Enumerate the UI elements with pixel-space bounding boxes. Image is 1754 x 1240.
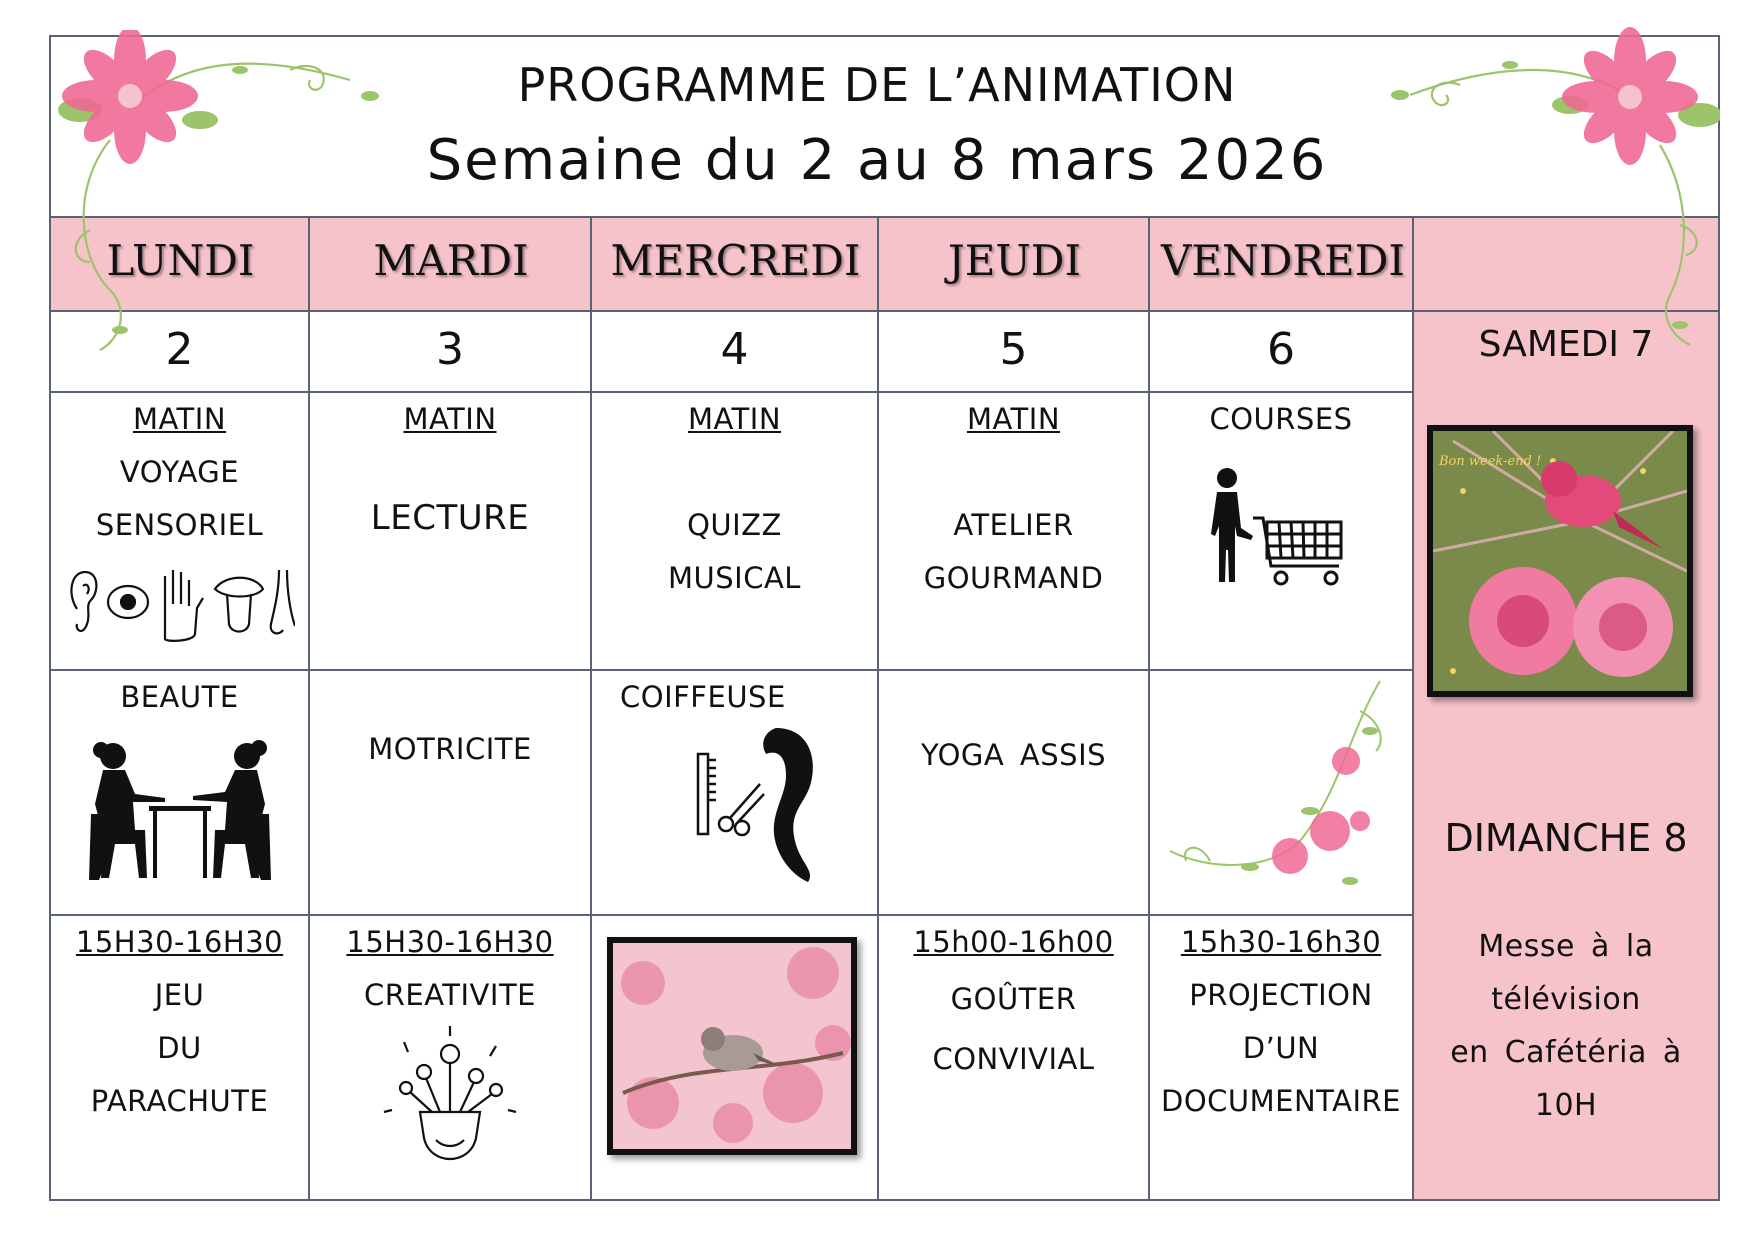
matin-label: MATIN (132, 402, 227, 436)
activity-line: D’UN (1242, 1031, 1320, 1065)
afternoon-mardi (310, 916, 590, 1199)
date-vendredi: 6 (1267, 324, 1295, 375)
messe-line: télévision (1491, 982, 1641, 1017)
date-lundi: 2 (165, 324, 194, 375)
day-header-lundi: LUNDI (51, 218, 310, 310)
activity-line: MOTRICITE (368, 732, 532, 766)
messe-info (1414, 920, 1718, 1150)
activity-line: CREATIVITE (363, 978, 536, 1012)
scissors-icon (719, 817, 733, 831)
morning-vendredi (1150, 393, 1412, 669)
midday-mercredi (592, 671, 877, 914)
midday-mardi (310, 671, 590, 914)
morning-lundi (51, 393, 308, 669)
bird-blossom-photo (607, 937, 857, 1155)
midday-vendredi-decor (1150, 671, 1412, 914)
pink-bird-roses-icon (1433, 431, 1687, 691)
day-header-vendredi: VENDREDI (1150, 218, 1416, 310)
activity-line: VOYAGE (119, 455, 240, 489)
afternoon-vendredi (1150, 916, 1412, 1199)
activity-line: BEAUTE (120, 680, 239, 714)
matin-label: MATIN (403, 402, 497, 436)
activity-line: CONVIVIAL (932, 1042, 1095, 1076)
activity-line: GOÛTER (950, 982, 1077, 1016)
bird-roses-photo (1427, 425, 1693, 697)
midday-jeudi (879, 671, 1148, 914)
bon-weekend-text: Bon week-end ! (1439, 454, 1542, 469)
time-slot: 15H30-16H30 (75, 925, 284, 959)
afternoon-jeudi (879, 916, 1148, 1199)
senses-icons (65, 564, 295, 644)
activity-line: ATELIER (953, 508, 1074, 542)
time-slot: 15h30-16h30 (1180, 925, 1382, 959)
activity-line: DU (157, 1031, 202, 1065)
dimanche-label: DIMANCHE 8 (1444, 816, 1688, 860)
morning-mercredi (592, 393, 877, 669)
comb-icon (698, 754, 708, 834)
samedi-label: SAMEDI 7 (1478, 324, 1654, 365)
tongue-icon (215, 578, 263, 632)
flower-decoration-right (1390, 25, 1720, 385)
activity-line: COIFFEUSE (620, 680, 786, 714)
page-title: PROGRAMME DE L’ANIMATION (517, 58, 1237, 112)
messe-line: 10H (1534, 1088, 1598, 1123)
activity-line: DOCUMENTAIRE (1161, 1084, 1401, 1118)
activity-line: PROJECTION (1189, 978, 1373, 1012)
creativity-head-flowers-icon (370, 1022, 530, 1172)
day-header-mercredi: MERCREDI (592, 218, 879, 310)
bird-on-branch-icon (613, 943, 851, 1149)
activity-line: QUIZZ (687, 508, 782, 542)
date-mardi: 3 (436, 324, 464, 375)
matin-label: MATIN (966, 402, 1061, 436)
time-slot: 15h00-16h00 (913, 925, 1114, 959)
activity-line: JEU (154, 978, 205, 1012)
date-jeudi: 5 (999, 324, 1028, 375)
woman-face-icon (763, 728, 813, 882)
midday-lundi (51, 671, 308, 914)
messe-line: en Cafétéria à (1450, 1035, 1682, 1070)
hairdresser-icon (690, 724, 820, 884)
activity-line: SENSORIEL (95, 508, 264, 542)
morning-jeudi (879, 393, 1148, 669)
manicure-icon (75, 734, 285, 884)
day-header-mardi: MARDI (310, 218, 592, 310)
activity-line: PARACHUTE (90, 1084, 269, 1118)
activity-line: COURSES (1209, 402, 1353, 436)
activity-line: GOURMAND (923, 561, 1104, 595)
activity-line: LECTURE (370, 498, 530, 538)
date-mercredi: 4 (720, 324, 749, 375)
page-subtitle: Semaine du 2 au 8 mars 2026 (426, 128, 1328, 193)
matin-label: MATIN (687, 402, 782, 436)
activity-line: YOGA ASSIS (920, 738, 1107, 772)
nose-icon (270, 570, 294, 633)
ear-icon (71, 572, 96, 631)
flower-branch-icon (1150, 671, 1412, 914)
flower-decoration-left (50, 30, 410, 370)
hand-icon (165, 570, 203, 641)
shopping-cart-icon (1201, 466, 1361, 596)
afternoon-lundi (51, 916, 308, 1199)
time-slot: 15H30-16H30 (346, 925, 554, 959)
day-header-jeudi: JEUDI (879, 218, 1150, 310)
messe-line: Messe à la (1478, 929, 1654, 964)
activity-line: MUSICAL (668, 561, 801, 595)
morning-mardi (310, 393, 590, 669)
